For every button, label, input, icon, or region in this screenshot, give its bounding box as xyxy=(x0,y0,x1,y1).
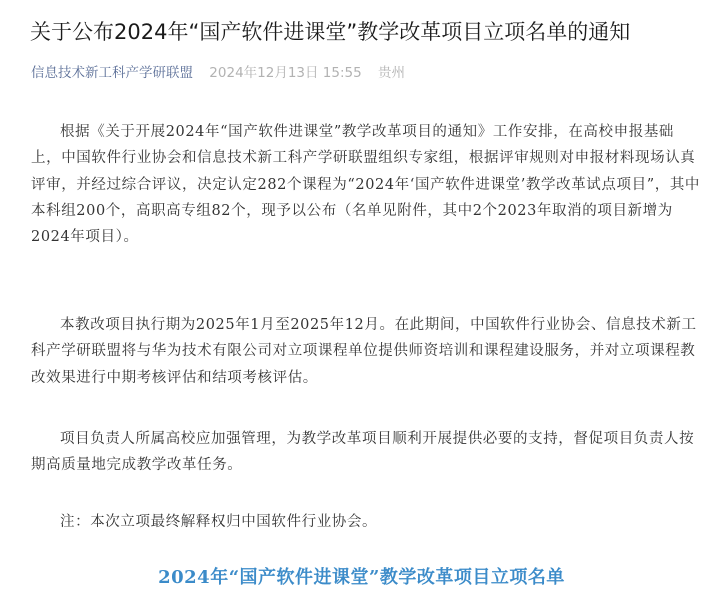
paragraph-note: 注：本次立项最终解释权归中国软件行业协会。 xyxy=(60,514,378,530)
publish-date: 2024年12月13日 15:55 xyxy=(209,65,362,81)
article-meta xyxy=(31,63,405,83)
account-name-link[interactable]: 信息技术新工科产学研联盟 xyxy=(31,65,193,81)
list-heading: 2024年“国产软件进课堂”教学改革项目立项名单 xyxy=(158,567,565,588)
publish-location: 贵州 xyxy=(378,65,406,81)
paragraph-execution-period: 本教改项目执行期为2025年1月至2025年12月。在此期间，中国软件行业协会、信息技术新工科产学研联盟将与华为技术有限公司对立项课程单位提供师资培训和课程建设服务，并对立项课程教改效果进行中期考核评估和结项考核评估。 xyxy=(31,317,697,386)
article-title: 关于公布2024年“国产软件进课堂”教学改革项目立项名单的通知 xyxy=(30,20,631,44)
paragraph-management: 项目负责人所属高校应加强管理，为教学改革项目顺利开展提供必要的支持，督促项目负责人按期高质量地完成教学改革任务。 xyxy=(31,431,695,474)
paragraph-announcement: 根据《关于开展2024年“国产软件进课堂”教学改革项目的通知》工作安排，在高校申报基础上，中国软件行业协会和信息技术新工科产学研联盟组织专家组，根据评审规则对申报材料现场认真评审，并经过综合评议，决定认定282个课程为“2024年‘国产软件进课堂’教学改革试点项目”，其中本科组200个，高职高专组82个，现予以公布（名单见附件，其中2个2023年取消的项目新增为2024年项目）。 xyxy=(31,124,701,246)
